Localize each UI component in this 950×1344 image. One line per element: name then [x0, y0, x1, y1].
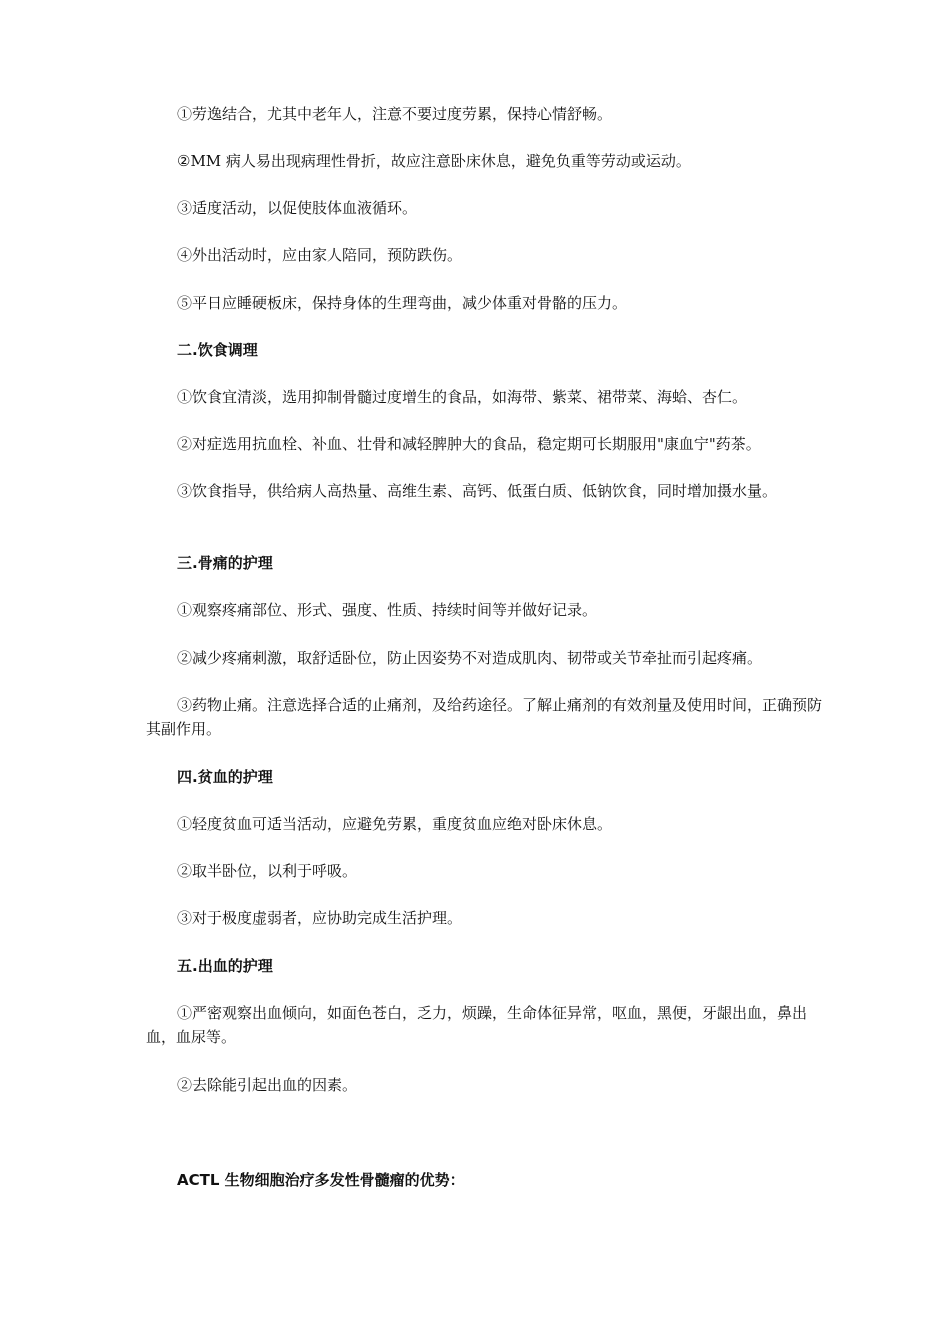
actl-heading: ACTL 生物细胞治疗多发性骨髓瘤的优势： — [177, 1171, 465, 1189]
activity-item-1: ①劳逸结合，尤其中老年人，注意不要过度劳累，保持心情舒畅。 — [177, 105, 613, 123]
diet-item-3: ③饮食指导，供给病人高热量、高维生素、高钙、低蛋白质、低钠饮食，同时增加摄水量。 — [177, 482, 778, 500]
anemia-item-1: ①轻度贫血可适当活动，应避免劳累，重度贫血应绝对卧床休息。 — [177, 815, 613, 833]
anemia-item-2: ②取半卧位，以利于呼吸。 — [177, 862, 358, 880]
bone-pain-item-1: ①观察疼痛部位、形式、强度、性质、持续时间等并做好记录。 — [177, 601, 598, 619]
anemia-item-3: ③对于极度虚弱者，应协助完成生活护理。 — [177, 909, 463, 927]
bleeding-item-1: ①严密观察出血倾向，如面色苍白，乏力，烦躁，生命体征异常，呕血，黑便，牙龈出血，鼻出血，血尿等。 — [146, 1004, 808, 1046]
bone-pain-heading: 三.骨痛的护理 — [177, 554, 273, 572]
bone-pain-item-2: ②减少疼痛刺激，取舒适卧位，防止因姿势不对造成肌肉、韧带或关节牵扯而引起疼痛。 — [177, 649, 763, 667]
diet-item-1: ①饮食宜清淡，选用抑制骨髓过度增生的食品，如海带、紫菜、裙带菜、海蛤、杏仁。 — [177, 388, 748, 406]
diet-item-2: ②对症选用抗血栓、补血、壮骨和减轻脾肿大的食品，稳定期可长期服用"康血宁"药茶。 — [177, 435, 761, 453]
bleeding-item-2: ②去除能引起出血的因素。 — [177, 1076, 358, 1094]
bleeding-heading: 五.出血的护理 — [177, 957, 273, 975]
bone-pain-item-3: ③药物止痛。注意选择合适的止痛剂，及给药途径。了解止痛剂的有效剂量及使用时间，正确预防其副作用。 — [146, 696, 823, 738]
anemia-heading: 四.贫血的护理 — [177, 768, 273, 786]
diet-heading: 二.饮食调理 — [177, 341, 258, 359]
activity-item-4: ④外出活动时，应由家人陪同，预防跌伤。 — [177, 246, 463, 264]
activity-item-2: ②MM 病人易出现病理性骨折，故应注意卧床休息，避免负重等劳动或运动。 — [177, 152, 691, 170]
activity-item-3: ③适度活动，以促使肢体血液循环。 — [177, 199, 418, 217]
activity-item-5: ⑤平日应睡硬板床，保持身体的生理弯曲，减少体重对骨骼的压力。 — [177, 294, 628, 312]
